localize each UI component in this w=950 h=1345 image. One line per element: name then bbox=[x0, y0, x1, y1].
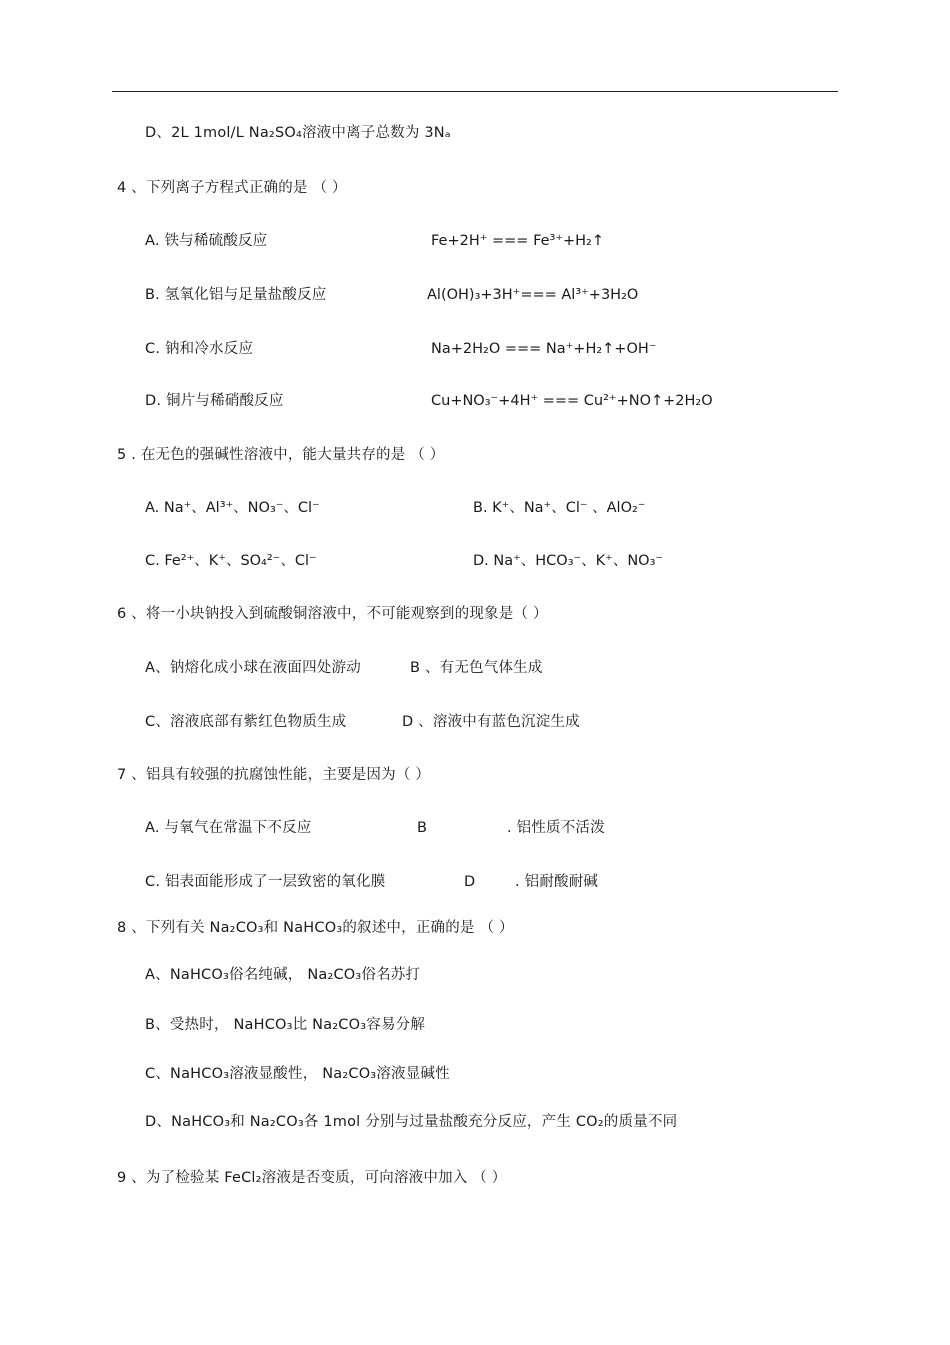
q4-option-a-equation: Fe+2H⁺ === Fe³⁺+H₂↑ bbox=[431, 233, 605, 249]
q5-option-a: A. Na⁺、Al³⁺、NO₃⁻、Cl⁻ bbox=[145, 500, 320, 516]
q5-option-b: B. K⁺、Na⁺、Cl⁻ 、AlO₂⁻ bbox=[473, 500, 646, 516]
q7-stem: 7 、铝具有较强的抗腐蚀性能，主要是因为（ ） bbox=[117, 767, 431, 783]
q4-option-d-label: D. 铜片与稀硝酸反应 bbox=[145, 393, 284, 409]
q7-option-b-text: . 铝性质不活泼 bbox=[507, 820, 605, 836]
q8-option-a: A、NaHCO₃俗名纯碱， Na₂CO₃俗名苏打 bbox=[145, 967, 421, 983]
q7-option-b-letter: B bbox=[417, 820, 428, 836]
q4-option-c-label: C. 钠和冷水反应 bbox=[145, 341, 254, 357]
q3-option-d: D、2L 1mol/L Na₂SO₄溶液中离子总数为 3Nₐ bbox=[145, 125, 451, 141]
q4-stem: 4 、下列离子方程式正确的是 （ ） bbox=[117, 180, 347, 196]
q7-option-a: A. 与氧气在常温下不反应 bbox=[145, 820, 312, 836]
header-rule bbox=[112, 91, 838, 92]
q4-option-a-label: A. 铁与稀硫酸反应 bbox=[145, 233, 268, 249]
q7-option-d-text: . 铝耐酸耐碱 bbox=[515, 874, 599, 890]
q8-option-d: D、NaHCO₃和 Na₂CO₃各 1mol 分别与过量盐酸充分反应，产生 CO₂的质量不同 bbox=[145, 1114, 678, 1130]
q6-stem: 6 、将一小块钠投入到硫酸铜溶液中，不可能观察到的现象是（ ） bbox=[117, 606, 548, 622]
q4-option-b-equation: Al(OH)₃+3H⁺=== Al³⁺+3H₂O bbox=[427, 287, 639, 303]
q8-option-b: B、受热时， NaHCO₃比 Na₂CO₃容易分解 bbox=[145, 1017, 426, 1033]
q4-option-d-equation: Cu+NO₃⁻+4H⁺ === Cu²⁺+NO↑+2H₂O bbox=[431, 393, 713, 409]
q5-stem: 5 . 在无色的强碱性溶液中，能大量共存的是 （ ） bbox=[117, 447, 445, 463]
q7-option-d-letter: D bbox=[464, 874, 476, 890]
q4-option-c-equation: Na+2H₂O === Na⁺+H₂↑+OH⁻ bbox=[431, 341, 657, 357]
q5-option-d: D. Na⁺、HCO₃⁻、K⁺、NO₃⁻ bbox=[473, 553, 664, 569]
q6-option-c: C、溶液底部有紫红色物质生成 bbox=[145, 714, 347, 730]
q6-option-b: B 、有无色气体生成 bbox=[410, 660, 543, 676]
q4-option-b-label: B. 氢氧化铝与足量盐酸反应 bbox=[145, 287, 327, 303]
q9-stem: 9 、为了检验某 FeCl₂溶液是否变质，可向溶液中加入 （ ） bbox=[117, 1170, 507, 1186]
q8-stem: 8 、下列有关 Na₂CO₃和 NaHCO₃的叙述中，正确的是 （ ） bbox=[117, 920, 514, 936]
q7-option-c: C. 铝表面能形成了一层致密的氧化膜 bbox=[145, 874, 386, 890]
q6-option-d: D 、溶液中有蓝色沉淀生成 bbox=[402, 714, 580, 730]
q5-option-c: C. Fe²⁺、K⁺、SO₄²⁻、Cl⁻ bbox=[145, 553, 317, 569]
q8-option-c: C、NaHCO₃溶液显酸性， Na₂CO₃溶液显碱性 bbox=[145, 1066, 450, 1082]
q6-option-a: A、钠熔化成小球在液面四处游动 bbox=[145, 660, 361, 676]
